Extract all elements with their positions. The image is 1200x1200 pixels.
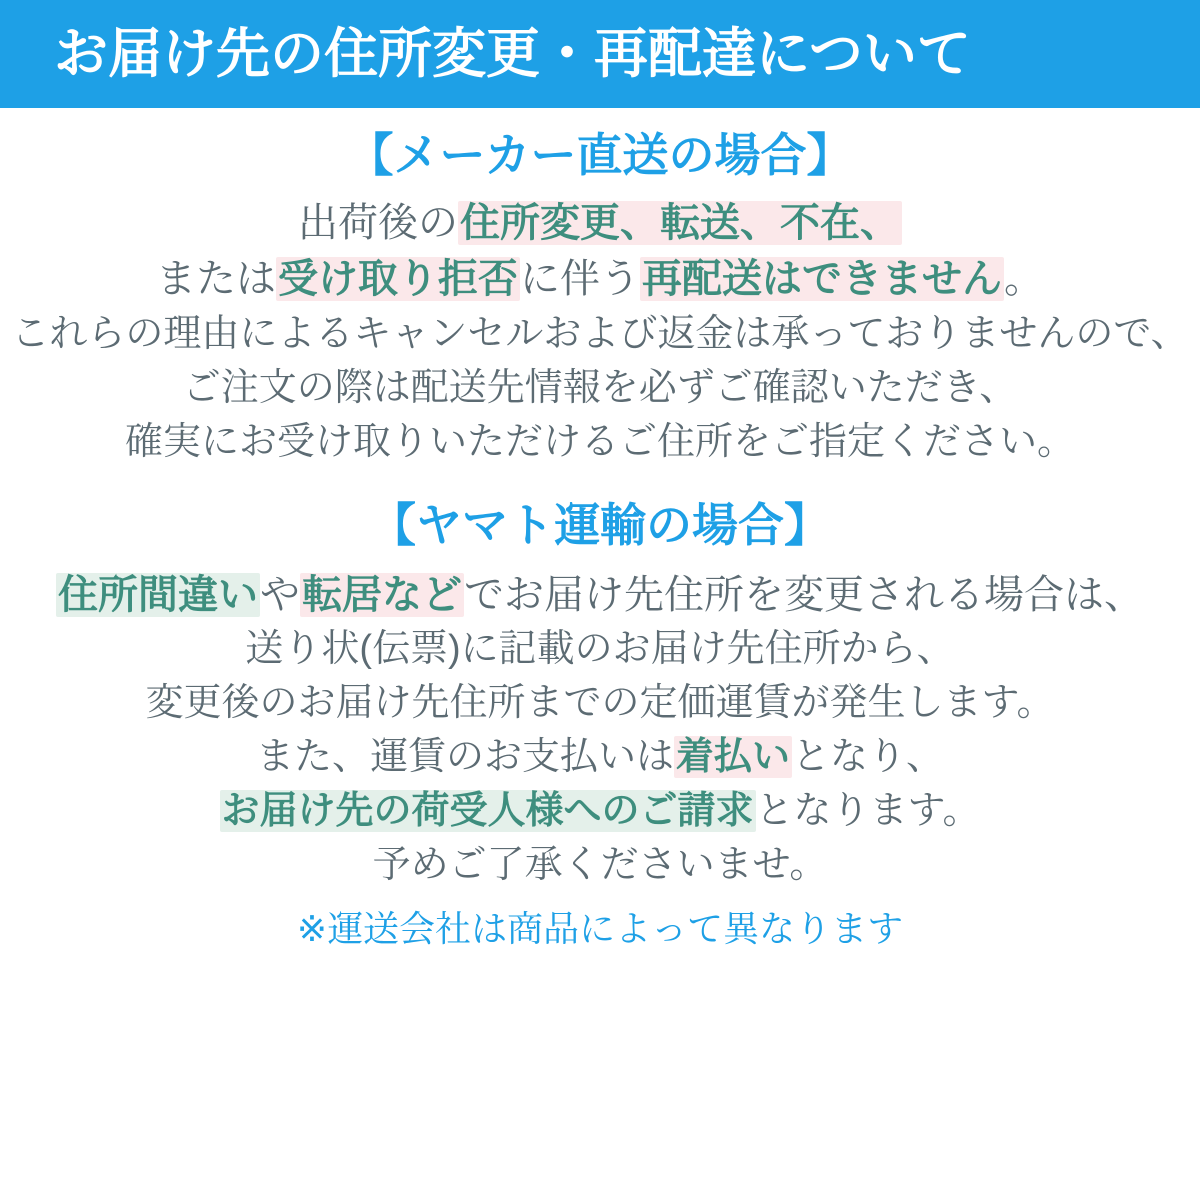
text-line bbox=[0, 251, 1200, 308]
text-run: お届け先の荷受人様へのご請求 bbox=[221, 790, 754, 833]
footnote: ※運送会社は商品によって異なります bbox=[296, 908, 904, 950]
text-run: 予めご了承くださいませ。 bbox=[372, 844, 828, 887]
text-run: 着払い bbox=[675, 736, 790, 779]
text-line bbox=[0, 567, 1200, 624]
section-heading-yamato: 【ヤマト運輸の場合】 bbox=[370, 499, 830, 552]
text-line bbox=[0, 839, 1200, 893]
text-line bbox=[0, 785, 1200, 839]
text-line bbox=[0, 416, 1200, 470]
header-banner bbox=[0, 0, 1200, 108]
section-yamato-body bbox=[0, 567, 1200, 894]
text-run: 出荷後の bbox=[298, 200, 458, 245]
text-line bbox=[0, 677, 1200, 731]
section-maker-direct bbox=[0, 130, 1200, 470]
text-run: となり、 bbox=[792, 736, 945, 779]
text-run: 住所変更、転送、不在、 bbox=[460, 200, 900, 245]
text-line bbox=[0, 308, 1200, 362]
page-title: お届け先の住所変更・再配達について bbox=[54, 24, 971, 84]
text-run: 送り状(伝票)に記載のお届け先住所から、 bbox=[245, 628, 955, 671]
text-line bbox=[0, 731, 1200, 785]
spacer bbox=[0, 893, 1200, 901]
text-run: ご注文の際は配送先情報を必ずご確認いただき、 bbox=[182, 367, 1018, 410]
text-line bbox=[0, 195, 1200, 252]
section-maker-body bbox=[0, 195, 1200, 470]
text-run: に伴う bbox=[520, 257, 640, 302]
text-run: 転居など bbox=[302, 572, 462, 617]
text-run: 確実にお受け取りいただけるご住所をご指定ください。 bbox=[124, 421, 1075, 464]
text-run: となります。 bbox=[755, 790, 981, 833]
text-run: また、運賃のお支払いは bbox=[255, 736, 674, 779]
text-run: 受け取り拒否 bbox=[278, 257, 518, 302]
text-run: や bbox=[260, 572, 300, 617]
text-run: でお届け先住所を変更される場合は、 bbox=[464, 572, 1144, 617]
text-run: または bbox=[156, 257, 276, 302]
text-run: 住所間違い bbox=[58, 572, 258, 617]
section-yamato bbox=[0, 500, 1200, 893]
section-heading-maker: 【メーカー直送の場合】 bbox=[347, 129, 853, 181]
text-run: これらの理由によるキャンセルおよび返金は承っておりませんので、 bbox=[11, 313, 1189, 356]
text-line bbox=[0, 362, 1200, 416]
text-run: 再配送はできません bbox=[642, 257, 1002, 302]
text-run: 。 bbox=[1004, 257, 1044, 302]
text-run: 変更後のお届け先住所までの定価運賃が発生します。 bbox=[145, 682, 1055, 725]
text-line bbox=[0, 623, 1200, 677]
